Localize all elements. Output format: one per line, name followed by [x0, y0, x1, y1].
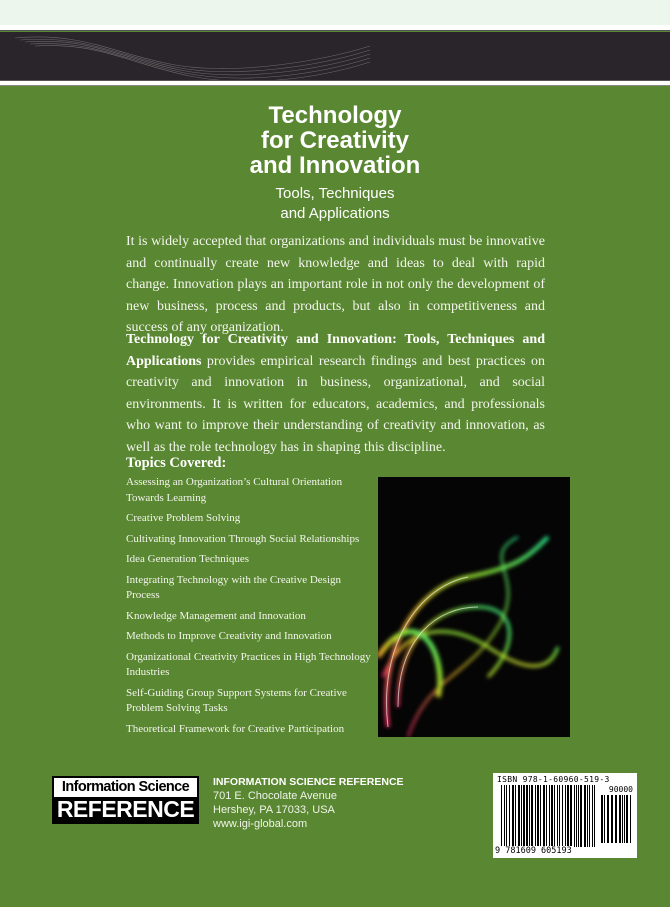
topic-item: Idea Generation Techniques — [126, 553, 250, 565]
logo-line: Information Science — [54, 778, 197, 797]
title-line: Technology — [268, 102, 402, 129]
topics-heading: Topics Covered: — [126, 455, 227, 471]
topic-item: Organizational Creativity Practices in High Technology Industries — [126, 650, 371, 678]
paragraph-text: provides empirical research findings and best practices on creativity and innovation in business, organizational, and social environments. It is written for educators, academics, and professionals who want to improve their understanding of creativity and innovation, as well as the role technology has in shaping this discipline. — [126, 353, 545, 455]
topic-item: Creative Problem Solving — [126, 512, 241, 524]
logo-line: REFERENCE — [56, 796, 195, 822]
price-code: 90000 — [608, 785, 633, 794]
barcode-number: 9 781609 605193 — [495, 846, 572, 856]
publisher-name: INFORMATION SCIENCE REFERENCE — [213, 776, 404, 788]
cover-image — [378, 477, 570, 737]
topic-item: Cultivating Innovation Through Social Relationships — [126, 532, 360, 545]
top-band — [0, 0, 670, 25]
topic-item: Self-Guiding Group Support Systems for Creative Problem Solving Tasks — [126, 686, 347, 714]
topic-item: Theoretical Framework for Creative Participation — [126, 722, 345, 735]
subtitle-line: and Applications — [280, 205, 390, 222]
topic-item: Methods to Improve Creativity and Innovation — [126, 630, 332, 642]
publisher-info — [213, 775, 404, 831]
topic-item: Assessing an Organization’s Cultural Orientation Towards Learning — [126, 476, 343, 504]
wave-decoration — [0, 32, 670, 80]
book-title-inline: Technology for Creativity and Innovation: Tools, Techniques and Applications — [126, 332, 545, 369]
isbn-barcode — [493, 773, 637, 858]
publisher-address: 701 E. Chocolate Avenue — [213, 790, 337, 802]
topic-item: Knowledge Management and Innovation — [126, 609, 306, 622]
divider — [0, 80, 670, 86]
description-paragraph: It is widely accepted that organizations and individuals must be innovative and continually create new knowledge and ideas to deal with rapid change. Innovation plays an important role in not only the development of new business, process and products, but also in competitiveness and success of any organization. — [126, 234, 545, 335]
isbn-text: ISBN 978-1-60960-519-3 — [497, 775, 610, 784]
divider — [0, 25, 670, 31]
book-subtitle — [0, 184, 670, 224]
title-line: for Creativity — [260, 127, 410, 154]
book-title — [0, 103, 670, 178]
topic-item: Integrating Technology with the Creative Design Process — [126, 573, 341, 601]
description-paragraph — [126, 329, 545, 458]
subtitle-line: Tools, Techniques — [275, 185, 395, 202]
header-band — [0, 32, 670, 80]
publisher-address: Hershey, PA 17033, USA — [213, 804, 335, 816]
light-swirl-image — [378, 477, 570, 737]
topics-list — [126, 475, 371, 742]
title-line: and Innovation — [249, 152, 421, 179]
publisher-website: www.igi-global.com — [213, 818, 308, 830]
publisher-logo — [52, 776, 199, 824]
